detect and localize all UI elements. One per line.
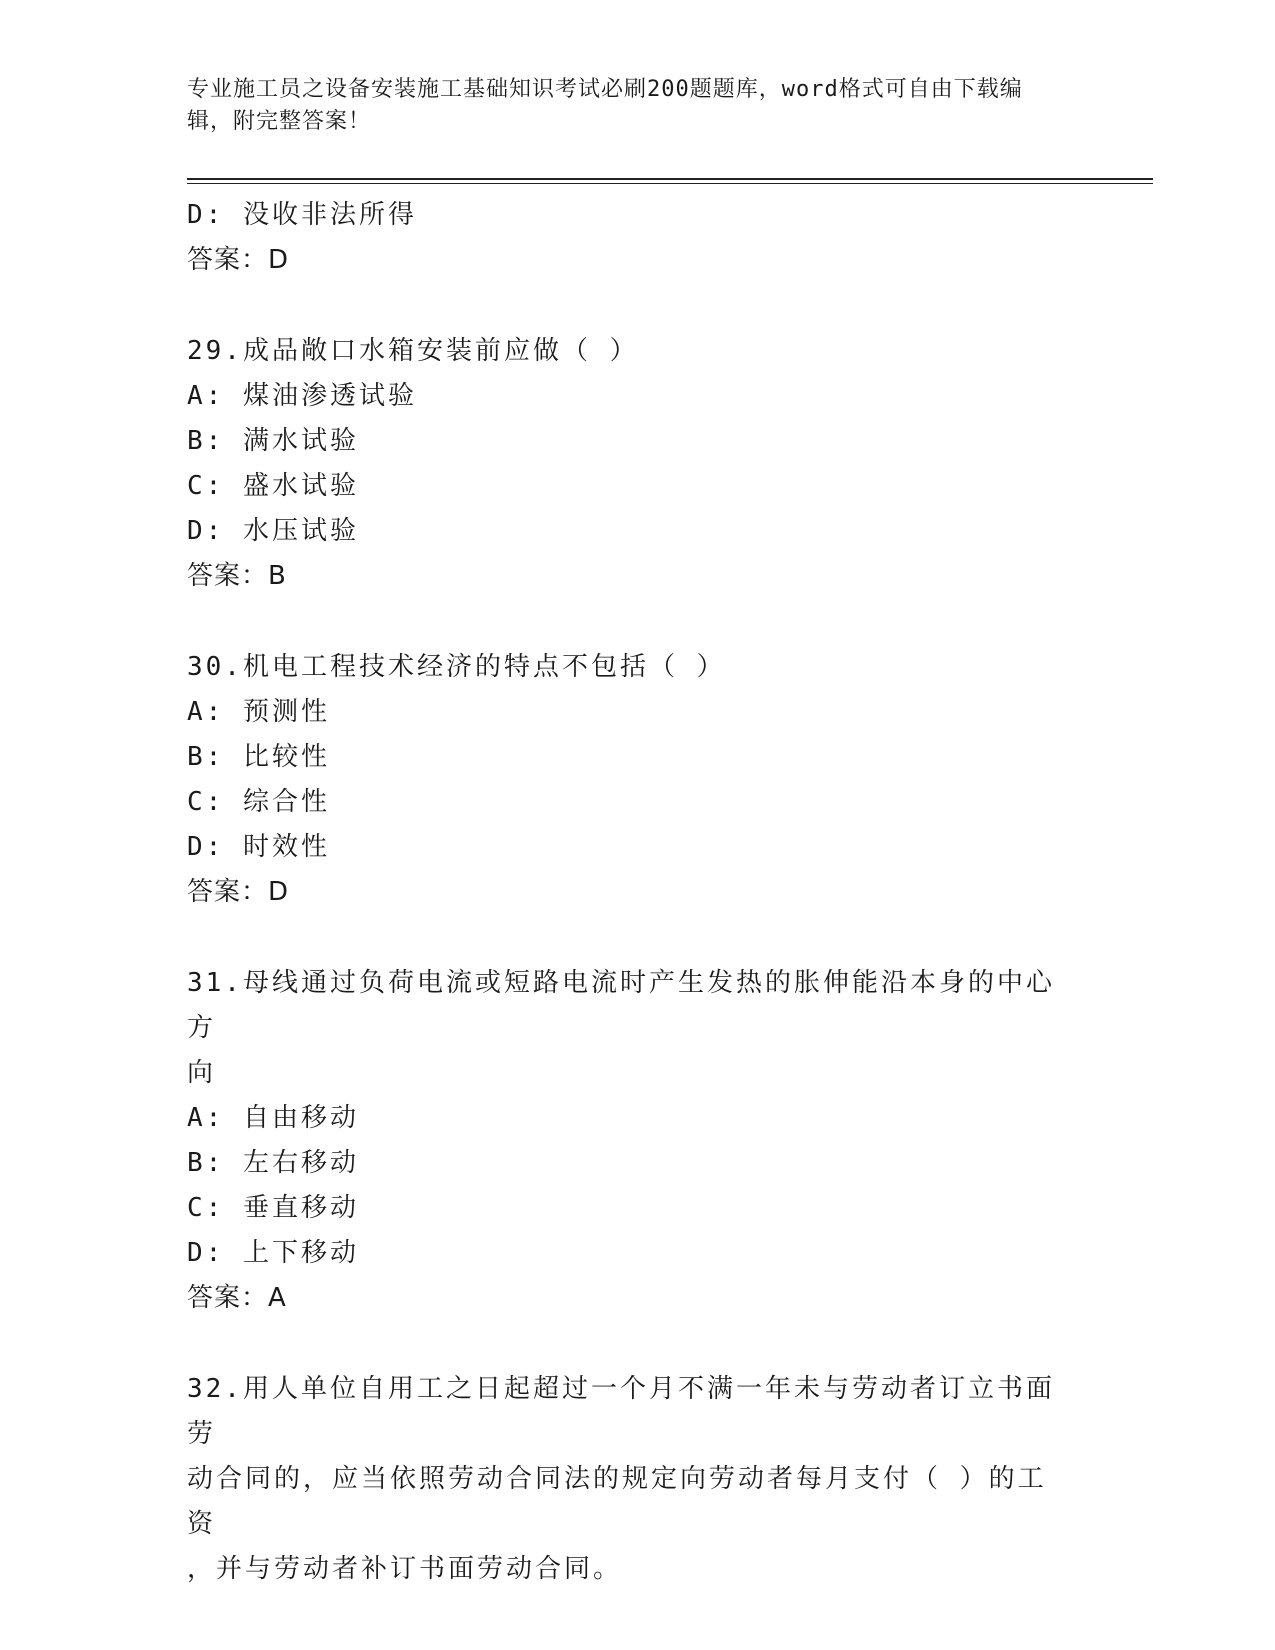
question-stem: 29.成品敞口水箱安装前应做（ ）: [187, 336, 639, 366]
question-stem-line-2: 动合同的，应当依照劳动合同法的规定向劳动者每月支付（ ）的工资: [187, 1464, 1047, 1539]
document-body: [187, 193, 1067, 1592]
option-d: D: 水压试验: [187, 516, 359, 546]
question-32: [187, 1367, 1067, 1592]
option-b: B: 满水试验: [187, 426, 359, 456]
option-b: B: 比较性: [187, 742, 330, 772]
question-stem-line-1: 31.母线通过负荷电流或短路电流时产生发热的胀伸能沿本身的中心方: [187, 968, 1055, 1043]
option-a: A: 煤油渗透试验: [187, 381, 417, 411]
option-a: A: 自由移动: [187, 1103, 359, 1133]
question-30: [187, 645, 1067, 915]
question-stem-line-1: 32.用人单位自用工之日起超过一个月不满一年未与劳动者订立书面劳: [187, 1374, 1055, 1449]
answer: 答案：D: [187, 245, 290, 275]
question-stem: 30.机电工程技术经济的特点不包括（ ）: [187, 652, 726, 682]
option-c: C: 综合性: [187, 787, 330, 817]
option-c: C: 垂直移动: [187, 1193, 359, 1223]
option-b: B: 左右移动: [187, 1148, 359, 1178]
document-header: 专业施工员之设备安装施工基础知识考试必刷200题题库，word格式可自由下载编辑，附完整答案！: [187, 77, 1023, 134]
option-c: C: 盛水试验: [187, 471, 359, 501]
option-d: D: 没收非法所得: [187, 200, 417, 230]
option-a: A: 预测性: [187, 697, 330, 727]
header-rule: [187, 178, 1153, 180]
question-stem-line-2: 向: [187, 1058, 217, 1088]
option-d: D: 上下移动: [187, 1238, 359, 1268]
question-stem-line-3: ，并与劳动者补订书面劳动合同。: [187, 1554, 623, 1584]
answer: 答案：B: [187, 561, 287, 591]
answer: 答案：A: [187, 1283, 287, 1313]
question-29: [187, 329, 1067, 599]
answer: 答案：D: [187, 877, 290, 907]
option-d: D: 时效性: [187, 832, 330, 862]
question-31: [187, 961, 1067, 1321]
header-rule-thin: [187, 183, 1153, 184]
